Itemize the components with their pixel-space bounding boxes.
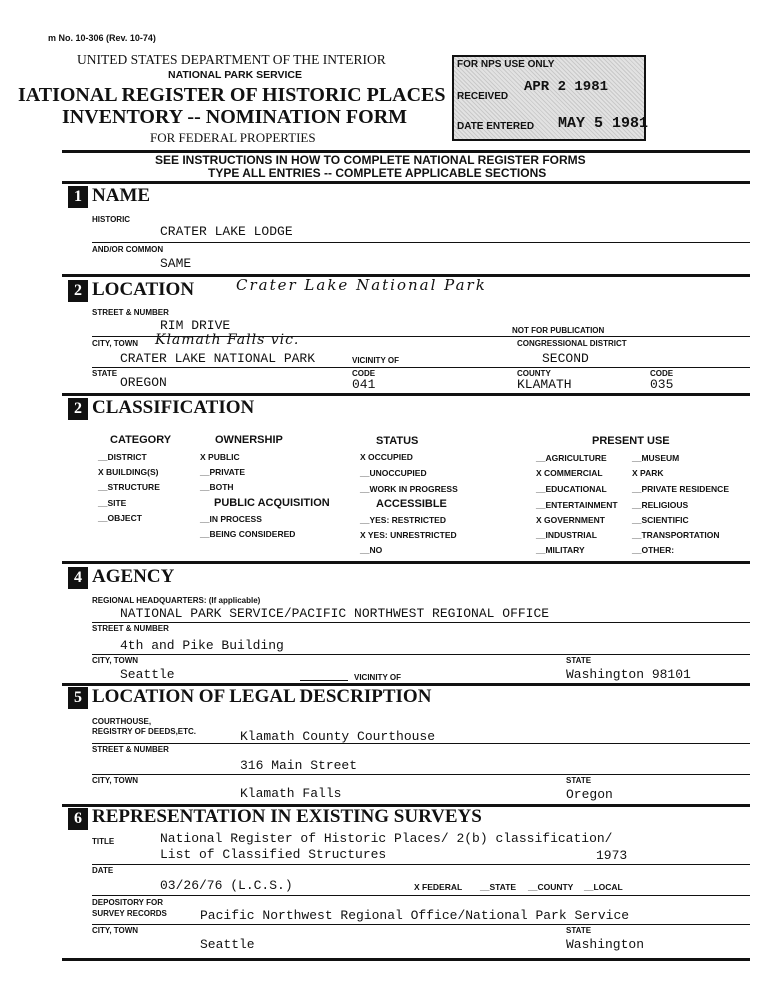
acquisition-option: __BEING CONSIDERED: [200, 529, 296, 539]
headquarters-label: REGIONAL HEADQUARTERS: (If applicable): [92, 596, 261, 605]
agency-street-value: 4th and Pike Building: [120, 638, 284, 653]
agency-vicinity-label: VICINITY OF: [354, 673, 401, 682]
district-value: SECOND: [542, 351, 589, 366]
section-2-number: 2: [68, 280, 88, 302]
city-label: CITY, TOWN: [92, 339, 139, 348]
agency-state-label: STATE: [566, 656, 592, 665]
county-code-value: 035: [650, 377, 674, 392]
agency-state-value: Washington 98101: [566, 667, 691, 682]
survey-date-value: 03/26/76 (L.C.S.): [160, 878, 293, 893]
form-title-line1: IATIONAL REGISTER OF HISTORIC PLACES: [18, 84, 446, 106]
form-title-line2: INVENTORY -- NOMINATION FORM: [62, 106, 408, 128]
acquisition-option: __IN PROCESS: [200, 514, 262, 524]
depository-value: Pacific Northwest Regional Office/National Park Service: [200, 908, 630, 923]
county-value: KLAMATH: [517, 377, 572, 392]
present-use-option: X PARK: [632, 468, 664, 478]
survey-level-county: __COUNTY: [528, 882, 574, 892]
depository-city-value: Seattle: [200, 937, 255, 952]
depository-state-label: STATE: [566, 926, 592, 935]
common-name-label: AND/OR COMMON: [92, 245, 164, 254]
present-use-option: X GOVERNMENT: [536, 515, 605, 525]
date-entered-label: DATE ENTERED: [457, 121, 535, 132]
date-entered-stamp: MAY 5 1981: [558, 115, 649, 132]
legal-state-label: STATE: [566, 776, 592, 785]
agency-city-value: Seattle: [120, 667, 175, 682]
ownership-option: __PRIVATE: [200, 467, 246, 477]
ownership-option: X PUBLIC: [200, 452, 240, 462]
legal-street-value: 316 Main Street: [240, 758, 358, 773]
present-use-heading: PRESENT USE: [592, 435, 670, 447]
present-use-option: __PRIVATE RESIDENCE: [632, 484, 729, 494]
service-name: NATIONAL PARK SERVICE: [168, 69, 302, 81]
legal-city-value: Klamath Falls: [240, 786, 342, 801]
instructions-line2: TYPE ALL ENTRIES -- COMPLETE APPLICABLE SECTIONS: [208, 166, 547, 180]
not-for-publication: NOT FOR PUBLICATION: [512, 326, 605, 335]
survey-title-value-line2: List of Classified Structures: [160, 847, 387, 862]
depository-state-value: Washington: [566, 937, 645, 952]
present-use-option: __MILITARY: [536, 545, 585, 555]
registry-label: REGISTRY OF DEEDS,ETC.: [92, 727, 197, 736]
rule: [92, 367, 750, 368]
instructions-line1: SEE INSTRUCTIONS IN HOW TO COMPLETE NATIONAL REGISTER FORMS: [155, 153, 586, 167]
section-1-title: NAME: [92, 185, 151, 206]
form-subtitle: FOR FEDERAL PROPERTIES: [150, 130, 316, 145]
agency-street-label: STREET & NUMBER: [92, 624, 169, 633]
survey-level-federal: X FEDERAL: [414, 882, 463, 892]
survey-title-label: TITLE: [92, 837, 115, 846]
state-value: OREGON: [120, 375, 167, 390]
survey-level-local: __LOCAL: [584, 882, 623, 892]
section-4-number: 4: [68, 567, 88, 589]
section-3-title: CLASSIFICATION: [92, 397, 255, 418]
category-option: __SITE: [98, 498, 127, 508]
agency-city-label: CITY, TOWN: [92, 656, 139, 665]
depository-city-label: CITY, TOWN: [92, 926, 139, 935]
courthouse-label: COURTHOUSE,: [92, 717, 152, 726]
rule: [300, 680, 348, 681]
congressional-district-label: CONGRESSIONAL DISTRICT: [517, 339, 627, 348]
present-use-option: __ENTERTAINMENT: [536, 500, 618, 510]
status-option: __UNOCCUPIED: [360, 468, 427, 478]
handwritten-park-annotation: Crater Lake National Park: [236, 276, 487, 294]
vicinity-of-label: VICINITY OF: [352, 356, 399, 365]
state-code-value: 041: [352, 377, 376, 392]
street-value: RIM DRIVE: [160, 318, 231, 333]
present-use-option: __EDUCATIONAL: [536, 484, 607, 494]
nps-use-box: [452, 55, 649, 141]
rule: [92, 242, 750, 243]
present-use-option: __TRANSPORTATION: [632, 530, 720, 540]
present-use-option: __MUSEUM: [632, 453, 680, 463]
status-option: X OCCUPIED: [360, 452, 413, 462]
ownership-heading: OWNERSHIP: [215, 434, 283, 446]
headquarters-value: NATIONAL PARK SERVICE/PACIFIC NORTHWEST REGIONAL OFFICE: [120, 606, 550, 621]
historic-label: HISTORIC: [92, 215, 131, 224]
section-6-number: 6: [68, 808, 88, 830]
common-name-value: SAME: [160, 256, 192, 271]
category-heading: CATEGORY: [110, 434, 172, 446]
public-acquisition-heading: PUBLIC ACQUISITION: [214, 497, 330, 509]
legal-street-label: STREET & NUMBER: [92, 745, 169, 754]
rule: [92, 774, 750, 775]
category-option: X BUILDING(S): [98, 467, 159, 477]
nps-box-title: FOR NPS USE ONLY: [457, 59, 555, 70]
state-code-label: CODE: [352, 369, 376, 378]
present-use-option: X COMMERCIAL: [536, 468, 603, 478]
survey-year-value: 1973: [596, 848, 628, 863]
section-5-number: 5: [68, 687, 88, 709]
present-use-option: __RELIGIOUS: [632, 500, 689, 510]
street-label: STREET & NUMBER: [92, 308, 169, 317]
legal-state-value: Oregon: [566, 787, 613, 802]
county-label: COUNTY: [517, 369, 551, 378]
accessible-option: X YES: UNRESTRICTED: [360, 530, 457, 540]
section-3-number: 2: [68, 398, 88, 420]
handwritten-city-annotation: Klamath Falls vic.: [155, 332, 300, 348]
state-label: STATE: [92, 369, 118, 378]
received-label: RECEIVED: [457, 91, 509, 102]
form-number: m No. 10-306 (Rev. 10-74): [48, 33, 156, 43]
rule: [92, 654, 750, 655]
section-rule: [62, 561, 750, 564]
accessible-heading: ACCESSIBLE: [376, 498, 447, 510]
rule: [92, 864, 750, 865]
present-use-option: __OTHER:: [632, 545, 675, 555]
rule: [92, 895, 750, 896]
present-use-option: __INDUSTRIAL: [536, 530, 597, 540]
rule: [92, 743, 750, 744]
category-option: __OBJECT: [98, 513, 142, 523]
status-heading: STATUS: [376, 435, 419, 447]
section-2-title: LOCATION: [92, 279, 195, 300]
survey-date-label: DATE: [92, 866, 114, 875]
legal-city-label: CITY, TOWN: [92, 776, 139, 785]
status-option: __WORK IN PROGRESS: [360, 484, 458, 494]
section-5-title: LOCATION OF LEGAL DESCRIPTION: [92, 686, 432, 707]
section-rule: [62, 393, 750, 396]
instructions-rule: [62, 181, 750, 184]
ownership-option: __BOTH: [200, 482, 234, 492]
depository-label-line1: DEPOSITORY FOR: [92, 898, 163, 907]
depository-label-line2: SURVEY RECORDS: [92, 909, 167, 918]
accessible-option: __YES: RESTRICTED: [360, 515, 446, 525]
city-value: CRATER LAKE NATIONAL PARK: [120, 351, 316, 366]
present-use-option: __SCIENTIFIC: [632, 515, 689, 525]
section-6-title: REPRESENTATION IN EXISTING SURVEYS: [92, 806, 482, 827]
accessible-option: __NO: [360, 545, 383, 555]
rule: [92, 924, 750, 925]
received-stamp: APR 2 1981: [524, 79, 609, 95]
survey-title-value-line1: National Register of Historic Places/ 2(b) classification/: [160, 831, 613, 846]
category-option: __STRUCTURE: [98, 482, 160, 492]
category-option: __DISTRICT: [98, 452, 147, 462]
section-1-number: 1: [68, 186, 88, 208]
rule: [92, 622, 750, 623]
historic-name-value: CRATER LAKE LODGE: [160, 224, 293, 239]
survey-level-state: __STATE: [480, 882, 517, 892]
section-rule: [62, 958, 750, 961]
section-4-title: AGENCY: [92, 566, 175, 587]
courthouse-value: Klamath County Courthouse: [240, 729, 436, 744]
present-use-option: __AGRICULTURE: [536, 453, 607, 463]
department-name: UNITED STATES DEPARTMENT OF THE INTERIOR: [77, 52, 386, 67]
county-code-label: CODE: [650, 369, 674, 378]
